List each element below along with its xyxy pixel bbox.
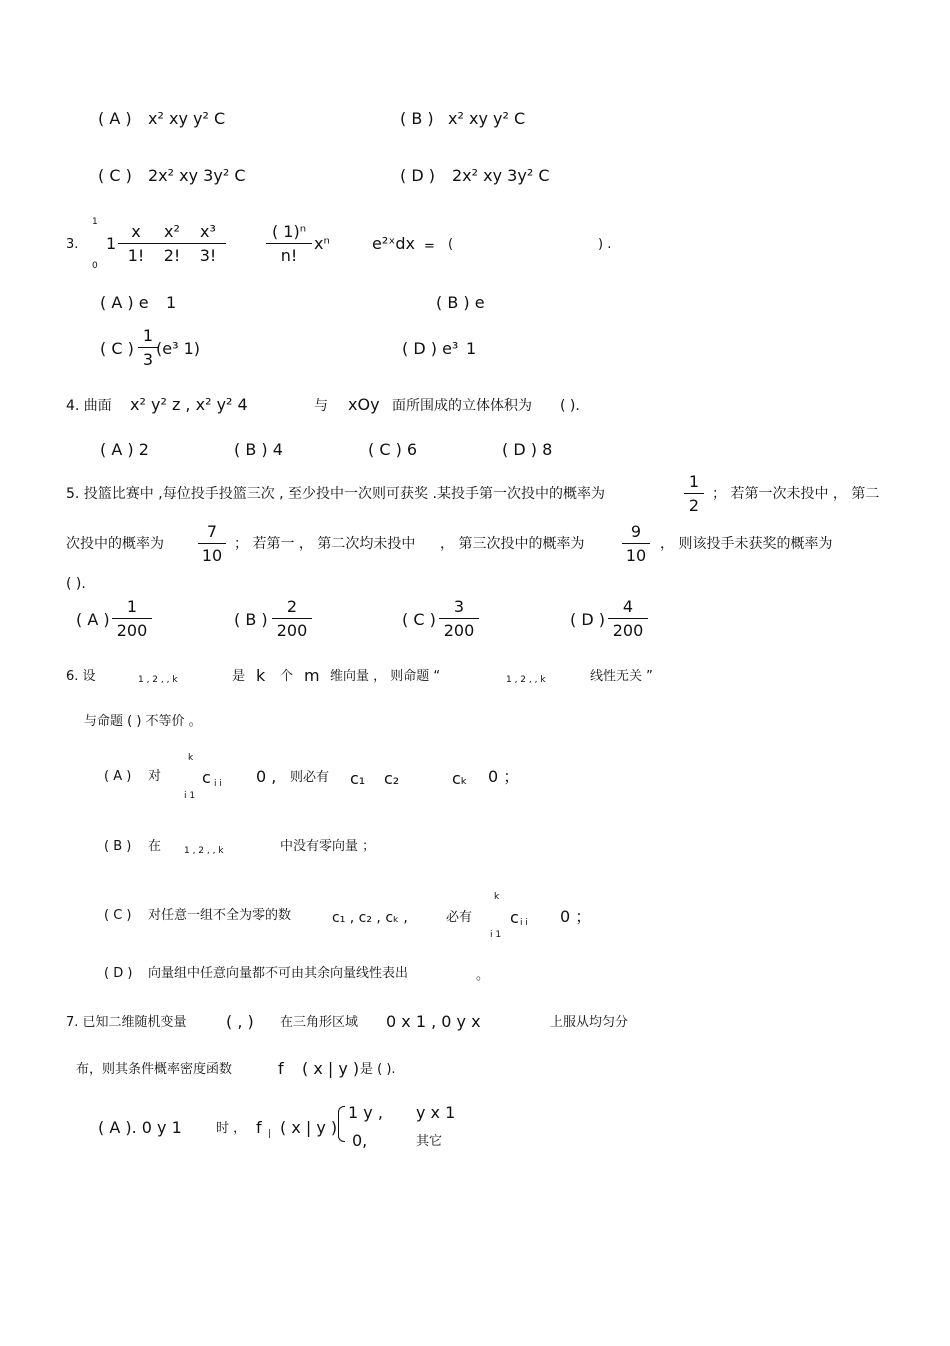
q5-option-b-fraction	[272, 599, 312, 639]
q6-option-c-coeffs: c₁ , c₂ , cₖ ,	[332, 910, 408, 926]
q3-fraction-3-den: 3!	[199, 246, 217, 265]
q3-option-c-num: 1	[142, 326, 154, 345]
q6-option-d-label: ( D )	[104, 966, 133, 981]
q6-option-a-sum-top: k	[188, 753, 194, 763]
q7-line2-start: 布，则其条件概率密度函数	[76, 1062, 233, 1077]
q6-m: m	[304, 666, 320, 685]
q5-option-c-label: ( C )	[402, 610, 436, 629]
q5-option-d-den: 200	[612, 621, 644, 640]
q6-option-a-label: ( A )	[104, 769, 132, 784]
q6-option-c-bi: 必有	[446, 910, 473, 925]
q4-surface-expr: x² y² z , x² y² 4	[130, 395, 248, 414]
q7-option-a-arg: ( x | y )	[280, 1118, 338, 1137]
q3-fraction-1-num: x	[131, 222, 141, 241]
q6-option-c-sum-top: k	[494, 892, 500, 902]
q6-option-a-bi: 则必有	[290, 770, 330, 785]
q3-fraction-1-den: 1!	[127, 246, 145, 265]
q7-line2-end: 是 ( ).	[360, 1062, 396, 1077]
q7-random-vector: ( , )	[226, 1012, 254, 1031]
q3-option-a-label: ( A ) e	[100, 293, 149, 312]
q3-equals: =	[424, 239, 435, 254]
q6-vectors-b: 1 , 2 , , k	[506, 675, 546, 685]
q4-option-c: ( C ) 6	[368, 440, 418, 459]
q6-option-c-sub: i i	[520, 918, 528, 928]
q2-option-c-expr: 2x² xy 3y² C	[148, 166, 246, 185]
q5-option-c-den: 200	[443, 621, 475, 640]
q7-option-a-cond1: y x 1	[416, 1103, 456, 1122]
q5-line2-third: ， 第三次投中的概率为	[440, 536, 585, 552]
q2-option-a-label: ( A )	[98, 109, 132, 128]
q2-option-c-label: ( C )	[98, 166, 132, 185]
q3-option-a-value: 1	[166, 293, 177, 312]
q5-f910-den: 10	[625, 546, 647, 565]
q6-ge: 个	[280, 669, 294, 684]
q6-line2: 与命题 ( ) 不等价 。	[84, 714, 202, 729]
q5-option-b-den: 200	[276, 621, 308, 640]
q7-stem-mid: 在三角形区域	[280, 1015, 359, 1030]
q5-option-d-num: 4	[622, 597, 634, 616]
q3-option-c-fraction	[138, 328, 158, 368]
q6-option-a-ck: cₖ	[452, 769, 468, 788]
q5-option-c-num: 3	[453, 597, 465, 616]
q3-paren-open: (	[448, 237, 454, 252]
q3-exp-dx: e²ˣdx	[372, 234, 415, 253]
q7-option-a-case1: 1 y ,	[348, 1103, 383, 1122]
q4-option-b: ( B ) 4	[234, 440, 283, 459]
q5-option-d-fraction	[608, 599, 648, 639]
q2-option-b-label: ( B )	[400, 109, 434, 128]
q6-option-a-sum-bottom: i 1	[184, 791, 196, 801]
q3-integral-upper: 1	[92, 217, 98, 227]
q6-option-c-end: 0 ；	[560, 907, 592, 926]
q7-option-a-shi: 时 ，	[216, 1121, 247, 1136]
q3-fraction-1	[118, 224, 154, 264]
q6-option-a-c1: c₁	[350, 769, 366, 788]
q5-option-c-fraction	[439, 599, 479, 639]
q6-k: k	[256, 666, 266, 685]
q6-wuguan: 线性无关 ”	[590, 669, 653, 684]
q6-wei: 维向量 ， 则命题 “	[330, 669, 441, 684]
q7-stem-end: 上服从均匀分	[550, 1015, 629, 1030]
q5-fraction-half	[684, 474, 704, 514]
q3-fraction-3-num: x³	[200, 222, 216, 241]
q5-option-a-fraction	[112, 599, 152, 639]
q2-option-d-expr: 2x² xy 3y² C	[452, 166, 550, 185]
q2-option-d-label: ( D )	[400, 166, 435, 185]
q2-option-a-expr: x² xy y² C	[148, 109, 226, 128]
q5-option-b-label: ( B )	[234, 610, 268, 629]
q3-paren-close: ) .	[598, 237, 612, 252]
q3-option-d-value: 1	[466, 339, 477, 358]
q3-term-one: 1	[106, 234, 117, 253]
q7-option-a-sub: |	[268, 1129, 272, 1139]
q7-option-a-label: ( A ). 0 y 1	[98, 1118, 182, 1137]
q6-shi: 是	[232, 669, 246, 684]
q6-option-c-label: ( C )	[104, 908, 132, 923]
q6-option-b-text: 中没有零向量 ；	[280, 839, 376, 854]
q7-f-arg: ( x | y )	[302, 1059, 360, 1078]
q7-f: f	[278, 1059, 284, 1078]
q3-fraction-n-den: n!	[280, 246, 298, 265]
q5-option-a-label: ( A )	[76, 610, 110, 629]
q3-option-d-label: ( D ) e³	[402, 339, 459, 358]
q3-option-c-label: ( C )	[100, 339, 134, 358]
q5-fraction-7-10	[198, 524, 226, 564]
q6-option-c-sum-bottom: i 1	[490, 930, 502, 940]
q6-option-a-c2: c₂	[384, 769, 400, 788]
q6-option-c-ci: c	[510, 908, 519, 927]
q6-option-c-text: 对任意一组不全为零的数	[148, 908, 292, 923]
q6-option-a-zero: 0 ,	[256, 767, 277, 786]
q6-vectors-a: 1 , 2 , , k	[138, 675, 178, 685]
q3-fraction-n-num: ( 1)ⁿ	[271, 222, 307, 241]
q7-stem-start: 7. 已知二维随机变量	[66, 1015, 187, 1030]
q5-line1-end: ； 若第一次未投中 ， 第二	[712, 486, 880, 502]
q3-number: 3.	[66, 237, 79, 252]
q3-x-power-n: xⁿ	[314, 234, 330, 253]
q6-stem: 6. 设	[66, 669, 96, 684]
q5-answer-paren: ( ).	[66, 576, 86, 592]
q3-fraction-2-num: x²	[164, 222, 180, 241]
q7-region: 0 x 1 , 0 y x	[386, 1012, 481, 1031]
q6-option-d-end: 。	[476, 968, 490, 983]
q4-stem-end: 面所围成的立体体积为	[392, 398, 532, 414]
q6-option-a-ci: c	[202, 768, 211, 787]
q3-fraction-3	[190, 224, 226, 264]
q5-fraction-9-10	[622, 524, 650, 564]
q3-fraction-2	[154, 224, 190, 264]
q5-half-num: 1	[688, 472, 700, 491]
q6-option-a-sub: i i	[214, 779, 222, 789]
q4-plane: xOy	[348, 395, 380, 414]
q5-line2-mid: ； 若第一 ， 第二次均未投中	[234, 536, 416, 552]
q5-f910-num: 9	[630, 522, 642, 541]
q3-fraction-2-den: 2!	[163, 246, 181, 265]
q5-half-den: 2	[688, 496, 700, 515]
q6-option-b-zai: 在	[148, 839, 162, 854]
q3-fraction-n	[266, 224, 312, 264]
q5-line2-end: ， 则该投手未获奖的概率为	[660, 536, 833, 552]
q6-option-d-text: 向量组中任意向量都不可由其余向量线性表出	[148, 966, 409, 981]
q3-integral-lower: 0	[92, 261, 98, 271]
q6-option-a-dui: 对	[148, 769, 162, 784]
q3-option-c-den: 3	[142, 350, 154, 369]
q6-option-b-label: ( B )	[104, 839, 132, 854]
q7-option-a-case2: 0,	[352, 1131, 368, 1150]
q4-answer-paren: ( ).	[560, 398, 580, 414]
q5-option-b-num: 2	[286, 597, 298, 616]
q6-option-a-end: 0 ；	[488, 767, 520, 786]
q4-option-d: ( D ) 8	[502, 440, 553, 459]
q5-line2-start: 次投中的概率为	[66, 536, 164, 552]
q7-option-a-f: f	[256, 1118, 262, 1137]
q5-f710-num: 7	[206, 522, 218, 541]
q5-option-d-label: ( D )	[570, 610, 605, 629]
q5-line1-start: 5. 投篮比赛中 ,每位投手投篮三次 , 至少投中一次则可获奖 .某投手第一次投中的概率为	[66, 486, 605, 502]
q2-option-b-expr: x² xy y² C	[448, 109, 526, 128]
q5-option-a-den: 200	[116, 621, 148, 640]
q4-stem-start: 4. 曲面	[66, 398, 112, 414]
q7-piecewise-brace	[338, 1106, 345, 1142]
q3-option-b: ( B ) e	[436, 293, 485, 312]
q3-option-c-tail: (e³ 1)	[156, 339, 201, 358]
q7-option-a-cond2: 其它	[416, 1134, 443, 1149]
q5-option-a-num: 1	[126, 597, 138, 616]
q4-option-a: ( A ) 2	[100, 440, 149, 459]
q5-f710-den: 10	[201, 546, 223, 565]
q6-option-b-vectors: 1 , 2 , , k	[184, 846, 224, 856]
q4-yu: 与	[314, 398, 328, 414]
